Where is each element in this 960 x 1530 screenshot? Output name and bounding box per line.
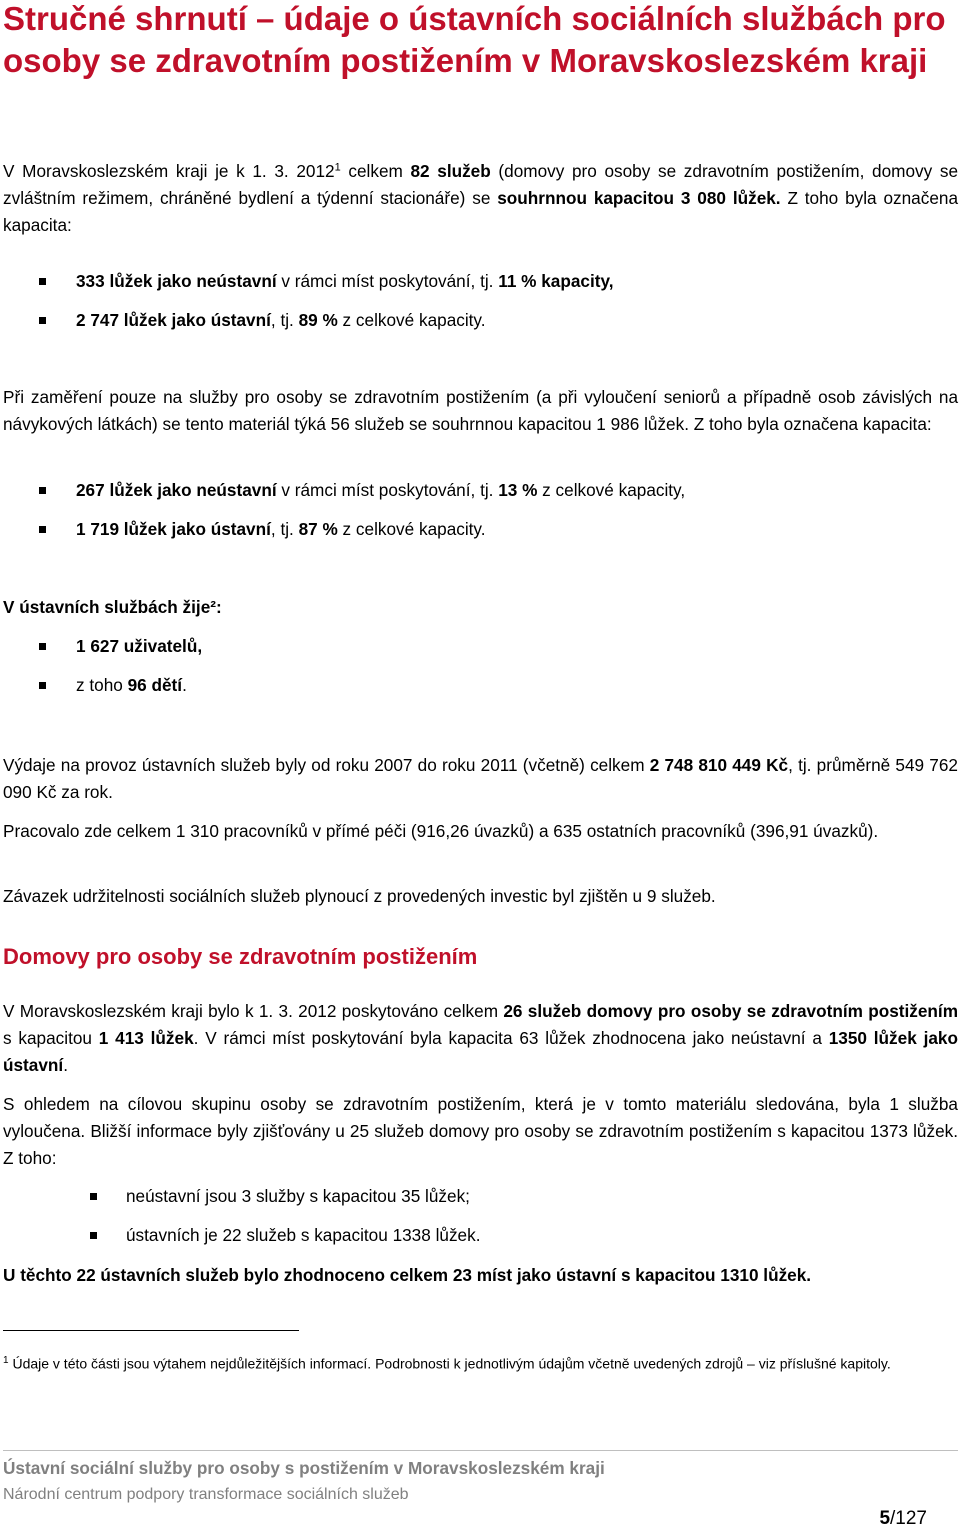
section-text: s kapacitou [3,1028,99,1048]
bullet-square-icon [39,643,46,650]
item-bold: 2 747 lůžek jako ústavní [76,310,271,330]
item-text: neústavní jsou 3 služby s kapacitou 35 lůžek; [126,1186,470,1206]
expenses-text: , tj. průměrně 549 762 090 Kč za rok. [3,755,958,802]
item-bold: 1 627 uživatelů, [76,636,203,656]
list-item [3,672,202,711]
list-item [3,268,614,307]
footnote-divider [3,1330,299,1331]
item-text: v rámci míst poskytování, tj. [276,480,499,500]
footer-organization: Národní centrum podpory transformace sociálních služeb [3,1486,409,1503]
list-item [3,633,202,672]
focus-paragraph: Při zaměření pouze na služby pro osoby se zdravotním postižením (a při vyloučení seniorů a případně osob závislých na návykových látkách) se tento materiál týká 56 služeb se souhrnnou kapacitou 1 986 lůžek. Z toho byla označena kapacita: [3,387,958,434]
intro-text: (domovy pro osoby se zdravotním postižením, domovy se zvláštním režimem, chráněné bydlení a týdenní stacionáře) se [3,161,959,208]
expenses-paragraph [3,752,958,806]
bullet-square-icon [39,278,46,285]
section-heading: Domovy pro osoby se zdravotním postižením [3,944,478,969]
item-text: z celkové kapacity. [337,519,486,539]
bullet-square-icon [39,682,46,689]
bullet-square-icon [39,317,46,324]
page-number [879,1508,927,1530]
item-text: ústavních je 22 služeb s kapacitou 1338 lůžek. [126,1225,481,1245]
section-paragraph-2: S ohledem na cílovou skupinu osoby se zdravotním postižením, která je v tomto materiálu sledována, byla 1 služba vyloučena. Bližší informace byly zjišťovány u 25 služeb domovy pro osoby se zdravotním postižením s kapacitou 1373 lůžek. Z toho: [3,1094,958,1168]
section-bold: 26 služeb domovy pro osoby se zdravotním postižením [503,1001,958,1021]
section-paragraph-3: U těchto 22 ústavních služeb bylo zhodnoceno celkem 23 míst jako ústavní s kapacitou 1310 lůžek. [3,1265,812,1285]
bullet-square-icon [39,526,46,533]
section-text: . [63,1055,68,1075]
section-paragraph-1 [3,998,958,1079]
list-item [3,516,685,555]
bullet-square-icon [39,487,46,494]
item-bold: 89 % [298,310,338,330]
item-text: z celkové kapacity, [537,480,686,500]
item-text: , tj. [270,310,299,330]
bullet-square-icon [90,1232,97,1239]
section-text: V Moravskoslezském kraji bylo k 1. 3. 2012 poskytováno celkem [3,1001,504,1021]
intro-bold: 82 služeb [410,161,491,181]
footer-title: Ústavní sociální služby pro osoby s postižením v Moravskoslezském kraji [3,1458,605,1478]
footnote-ref[interactable]: 1 [334,161,341,174]
intro-text: celkem [340,161,411,181]
residents-heading: V ústavních službách žije²: [3,597,222,617]
footnote-text: Údaje v této části jsou výtahem nejdůležitějších informací. Podrobnosti k jednotlivým údajům včetně uvedených zdrojů – viz příslušné kapitoly. [8,1355,891,1372]
item-text: . [182,675,187,695]
focus-capacity-list [3,477,685,555]
item-bold: 13 % [498,480,538,500]
page-total: /127 [890,1508,927,1529]
item-text: v rámci míst poskytování, tj. [276,271,499,291]
footer-divider [3,1450,958,1451]
intro-text: Z toho byla označena kapacita: [3,188,958,235]
residents-list [3,633,202,711]
item-text: , tj. [270,519,299,539]
sustainability-paragraph: Závazek udržitelnosti sociálních služeb plynoucí z provedených investic byl zjištěn u 9 služeb. [3,886,716,906]
list-item [3,307,614,346]
list-item [3,1183,480,1222]
footnote-number: 1 [3,1355,9,1366]
page-title: Stručné shrnutí – údaje o ústavních sociálních službách pro osoby se zdravotním postižením v Moravskoslezském kraji [3,0,946,79]
item-bold: 1 719 lůžek jako ústavní [76,519,271,539]
item-bold: 96 dětí [127,675,183,695]
list-item [3,1222,480,1261]
intro-paragraph [3,158,958,239]
staff-paragraph: Pracovalo zde celkem 1 310 pracovníků v přímé péči (916,26 úvazků) a 635 ostatních pracovníků (396,91 úvazků). [3,821,879,841]
item-text: z toho [76,675,128,695]
item-bold: 87 % [298,519,338,539]
item-bold: 333 lůžek jako neústavní [76,271,277,291]
section-text: . V rámci míst poskytování byla kapacita 63 lůžek zhodnocena jako neústavní a [193,1028,829,1048]
item-bold: 267 lůžek jako neústavní [76,480,277,500]
section-bold: 1350 lůžek jako ústavní [3,1028,958,1075]
expenses-bold: 2 748 810 449 Kč [649,755,789,775]
section-bold: 1 413 lůžek [98,1028,194,1048]
capacity-list [3,268,614,346]
bullet-square-icon [90,1193,97,1200]
section-list [3,1183,480,1261]
footnote [3,1347,958,1378]
expenses-text: Výdaje na provoz ústavních služeb byly od roku 2007 do roku 2011 (včetně) celkem [3,755,650,775]
page-current: 5 [879,1508,891,1529]
intro-bold: souhrnnou kapacitou 3 080 lůžek. [497,188,781,208]
intro-text: V Moravskoslezském kraji je k 1. 3. 2012 [3,161,335,181]
item-bold: 11 % kapacity, [498,271,614,291]
list-item [3,477,685,516]
item-text: z celkové kapacity. [337,310,486,330]
